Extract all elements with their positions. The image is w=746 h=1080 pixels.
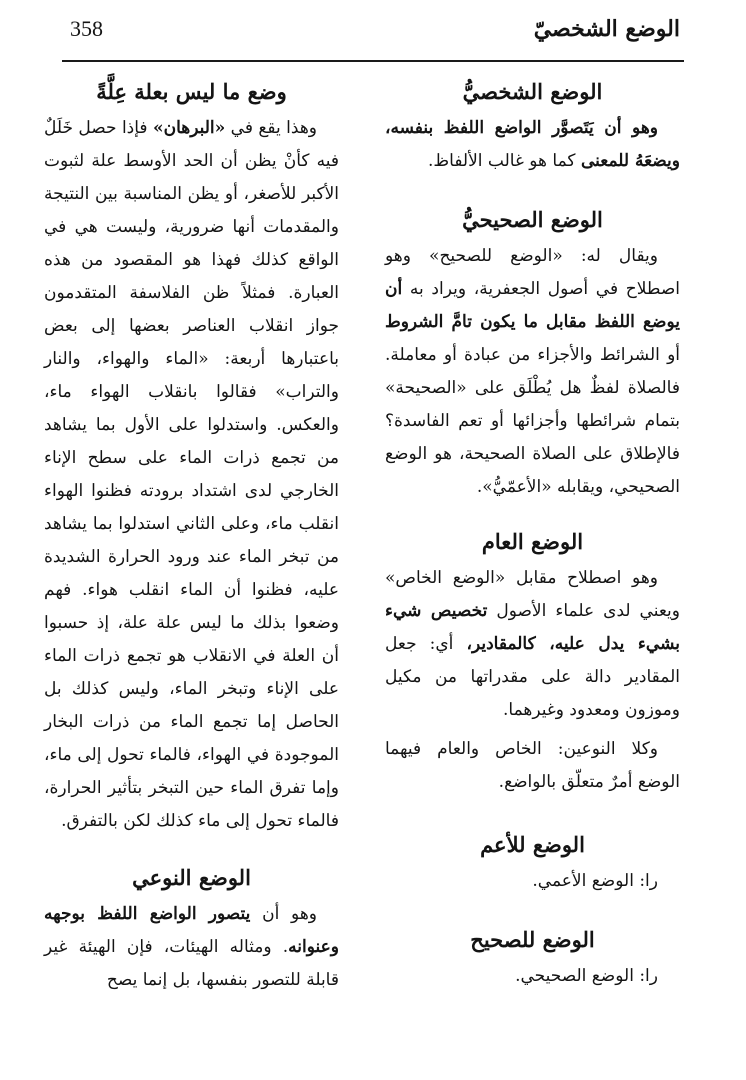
entry-paragraph — [385, 112, 680, 178]
entry-heading: الوضع الصحيحيُّ — [462, 207, 603, 232]
entry-paragraph — [44, 112, 339, 838]
entry-paragraph — [385, 960, 680, 993]
bold-text-run: تخصيص شيء بشيء يدل عليه، كالمقادير، — [385, 601, 680, 654]
bold-text-run: أن يوضع اللفظ مقابل ما يكون تامَّ الشروط — [385, 279, 680, 332]
entry-heading: الوضع العام — [481, 529, 584, 554]
bold-text-run: وهو أن يَتَصوَّر الواضع اللفظ بنفسه، ويضعَهُ للمعنى — [385, 118, 680, 171]
text-run: . ومثاله الهيئات، فإن الهيئة غير قابلة للتصور بنفسها، بل إنما يصح — [44, 937, 339, 990]
page-number: 358 — [70, 16, 103, 41]
text-run: وهو أن — [250, 904, 317, 924]
entry-heading: الوضع للصحيح — [470, 927, 595, 952]
entry-paragraph — [385, 733, 680, 799]
right-column — [385, 72, 680, 993]
text-run: أو الشرائط والأجزاء من عبادة أو معاملة. فالصلاة لفظٌ هل يُطْلَق على «الصحيحة» بتمام شرائطها وأجزائها أو تعم الفاسدة؟ فالإطلاق على الصلاة الصحيحة، هو الوضع الصحيحي، ويقابله «الأعمّيُّ». — [385, 345, 680, 497]
entry-heading: وضع ما ليس بعلة عِلَّةً — [96, 79, 287, 104]
entry-heading: الوضع للأعم — [480, 832, 585, 857]
running-header: الوضع الشخصيّ — [533, 16, 680, 42]
entry-paragraph — [385, 562, 680, 727]
entry-paragraph — [385, 865, 680, 898]
header-rule — [62, 60, 684, 62]
bold-text-run: يتصور الواضع اللفظ بوجهه وعنوانه — [44, 904, 339, 957]
text-run: ويقال له: «الوضع للصحيح» وهو اصطلاح في أصول الجعفرية، ويراد به — [385, 246, 680, 299]
entry-paragraph — [385, 240, 680, 504]
left-column — [44, 72, 339, 997]
text-run: را: الوضع الأعمي. — [532, 871, 658, 891]
text-run: وهذا يقع في — [225, 118, 317, 138]
entry-paragraph — [44, 898, 339, 997]
entry-heading: الوضع الشخصيُّ — [462, 79, 603, 104]
text-run: كما هو غالب الألفاظ. — [428, 151, 581, 171]
text-run: أي: جعل المقادير دالة على مقدراتها من مكيل وموزون ومعدود وغيرهما. — [385, 634, 680, 720]
text-run: وهو اصطلاح مقابل «الوضع الخاص» ويعني لدى علماء الأصول — [385, 568, 680, 621]
entry-heading: الوضع النوعي — [132, 865, 251, 890]
text-run: را: الوضع الصحيحي. — [515, 966, 658, 986]
text-run: فإذا حصل خَلَلٌ فيه كأنْ يظن أن الحد الأوسط علة لثبوت الأكبر للأصغر، أو يظن المناسبة بين النتيجة والمقدمات أنها ضرورية، وليست هي في الواقع كذلك فهذا هو المقصود من هذه العبارة. فمثلاً ظن الفلاسفة المتقدمون جواز انقلاب العناصر بعضها إلى بعض باعتبارها أربعة: «الماء والهواء، والنار والتراب» فقالوا بانقلاب الهواء ماء، والعكس. واستدلوا على الأول بما يشاهد من تجمع ذرات الماء على سطح الإناء الخارجي لدى اشتداد برودته فظنوا الهواء انقلب ماء، وعلى الثاني استدلوا بما يشاهد من تبخر الماء عند ورود الحرارة الشديدة عليه، فظنوا أن الماء انقلب هواء. فهم وضعوا بذلك ما ليس علة علة، إذ حسبوا أن العلة في الانقلاب هو تجمع ذرات الماء على الإناء وتبخر الماء، وليس كذلك بل الحاصل إما تجمع الماء من ذرات البخار الموجودة في الهواء، فالماء تحول إلى ماء، وإما تفرق الماء حين التبخر بتأثير الحرارة، فالماء تحول إلى ماء كذلك لكن بالتفرق. — [44, 118, 339, 831]
bold-text-run: «البرهان» — [152, 118, 226, 138]
text-run: وكلا النوعين: الخاص والعام فيهما الوضع أمرٌ متعلّق بالواضع. — [385, 739, 680, 792]
